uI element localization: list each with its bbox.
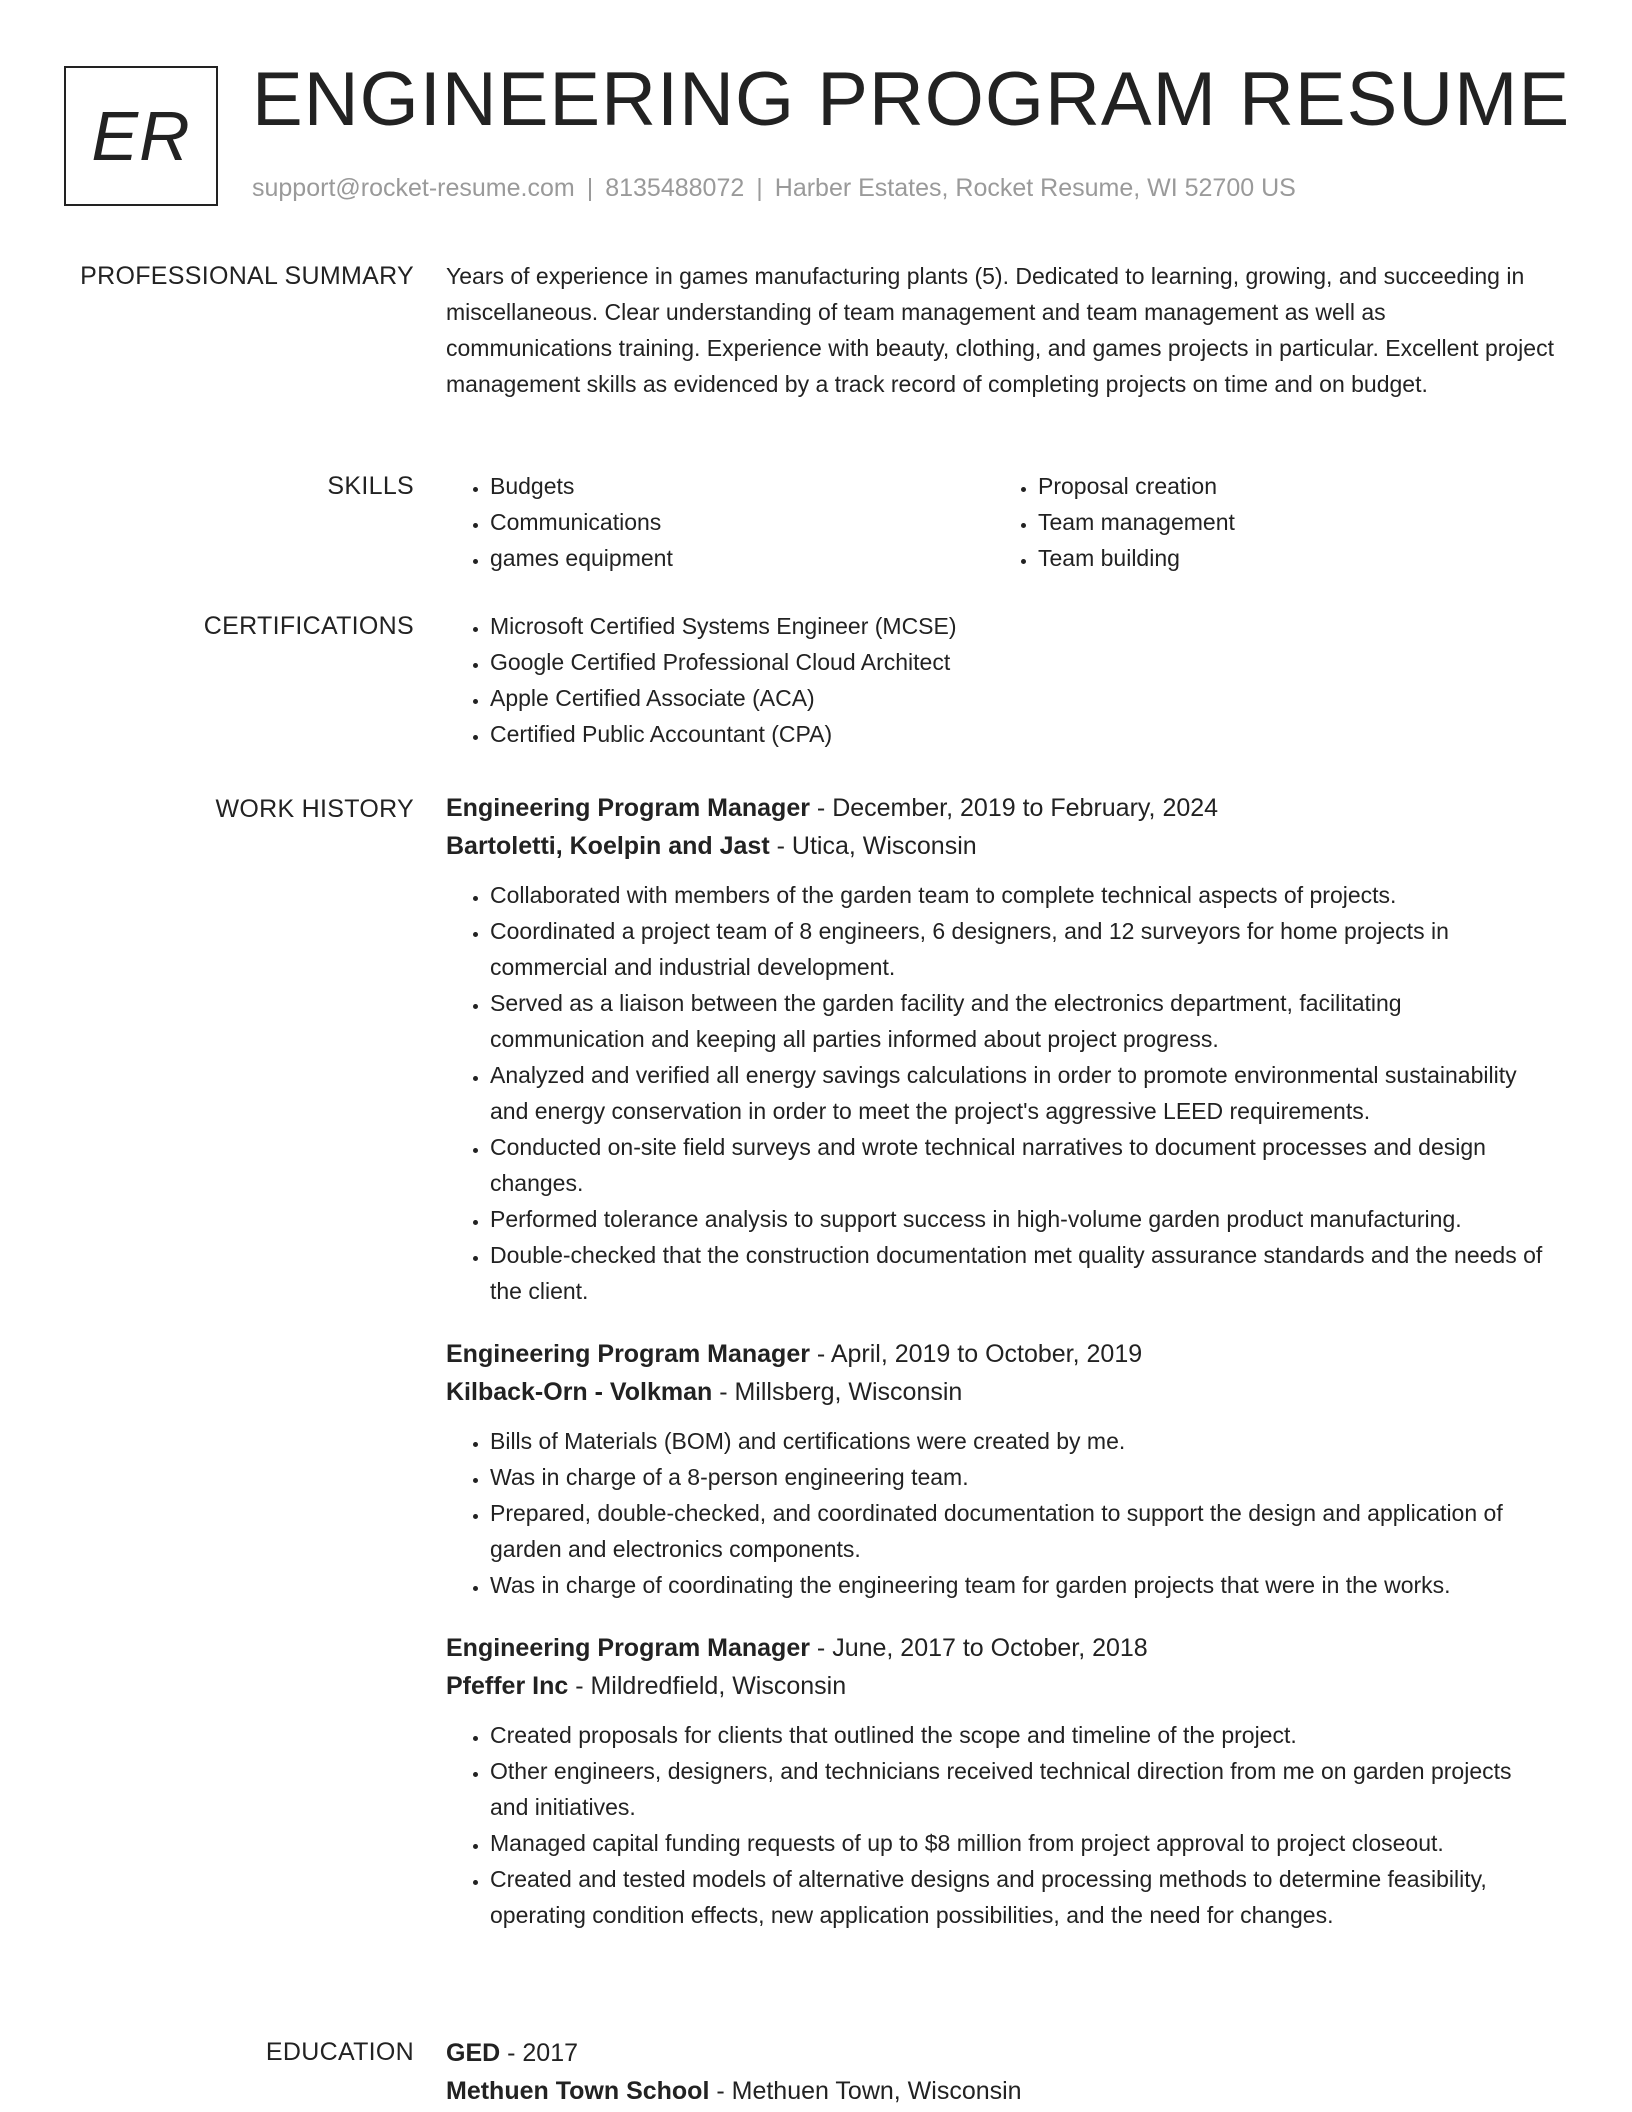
job-bullets xyxy=(446,877,1556,1309)
job-location: Mildredfield, Wisconsin xyxy=(590,1672,847,1700)
job-bullet: • Served as a liaison between the garden facility and the electronics department, facilitating communication and keeping all parties informed about project progress. xyxy=(490,985,1556,1057)
job-entry xyxy=(446,1335,1556,1603)
job-company-line xyxy=(446,1373,1556,1411)
job-bullet: • Managed capital funding requests of up to $8 million from project approval to project closeout. xyxy=(490,1825,1556,1861)
education-label: EDUCATION xyxy=(265,2038,414,2066)
contact-separator: | xyxy=(586,174,594,202)
contact-separator: | xyxy=(756,174,763,202)
summary-label: PROFESSIONAL SUMMARY xyxy=(80,262,414,290)
dash: - xyxy=(709,2077,732,2105)
job-bullet: • Conducted on-site field surveys and wrote technical narratives to document processes and design changes. xyxy=(490,1129,1556,1201)
dash: - xyxy=(809,1634,833,1662)
job-bullets xyxy=(446,1717,1556,1933)
education-degree-line xyxy=(446,2034,1556,2072)
skills-column-right xyxy=(994,468,1494,576)
skill-item: • Team building xyxy=(1038,540,1494,576)
skill-item: • Communications xyxy=(490,504,994,540)
skill-item: • Budgets xyxy=(490,468,994,504)
skills-list xyxy=(446,468,1556,576)
job-company: Kilback-Orn - Volkman xyxy=(446,1378,713,1406)
skill-item: • Proposal creation xyxy=(1038,468,1494,504)
education-year: 2017 xyxy=(522,2039,579,2067)
job-entry xyxy=(446,789,1556,1309)
certifications-label: CERTIFICATIONS xyxy=(203,612,414,640)
job-dates: June, 2017 to October, 2018 xyxy=(832,1634,1148,1662)
job-title: Engineering Program Manager xyxy=(446,794,810,822)
job-title-line xyxy=(446,1629,1556,1667)
dash: - xyxy=(809,1340,831,1368)
summary-text: Years of experience in games manufacturing plants (5). Dedicated to learning, growing, and succeeding in miscellaneous. Clear understanding of team management and team management as well as communications training. Experience with beauty, clothing, and games projects in particular. Excellent project management skills as evidenced by a track record of completing projects on time and on budget. xyxy=(446,263,1554,397)
job-title-line xyxy=(446,789,1556,827)
job-bullet: • Coordinated a project team of 8 engineers, 6 designers, and 12 surveyors for home projects in commercial and industrial development. xyxy=(490,913,1556,985)
education-school: Methuen Town School xyxy=(446,2077,710,2105)
education-entry xyxy=(446,2034,1556,2110)
job-company: Pfeffer Inc xyxy=(446,1672,569,1700)
skill-item: • games equipment xyxy=(490,540,994,576)
job-bullet: • Created and tested models of alternative designs and processing methods to determine feasibility, operating condition effects, new application possibilities, and the need for changes. xyxy=(490,1861,1556,1933)
certification-item: • Microsoft Certified Systems Engineer (MCSE) xyxy=(490,608,1556,644)
dash: - xyxy=(712,1378,735,1406)
contact-address: Harber Estates, Rocket Resume, WI 52700 US xyxy=(774,174,1296,202)
dash: - xyxy=(809,794,833,822)
skills-column-left xyxy=(446,468,994,576)
work-history-label: WORK HISTORY xyxy=(215,795,414,823)
skill-item: • Team management xyxy=(1038,504,1494,540)
job-bullet: • Bills of Materials (BOM) and certifications were created by me. xyxy=(490,1423,1556,1459)
monogram-initials: ER xyxy=(91,97,191,175)
dash: - xyxy=(769,832,792,860)
work-history-list xyxy=(446,789,1556,1959)
job-title: Engineering Program Manager xyxy=(446,1634,810,1662)
job-bullet: • Performed tolerance analysis to support success in high-volume garden product manufacturing. xyxy=(490,1201,1556,1237)
job-bullet: • Prepared, double-checked, and coordinated documentation to support the design and application of garden and electronics components. xyxy=(490,1495,1556,1567)
certification-item: • Certified Public Accountant (CPA) xyxy=(490,716,1556,752)
dash: - xyxy=(500,2039,523,2067)
education-degree: GED xyxy=(446,2039,501,2067)
job-location: Millsberg, Wisconsin xyxy=(734,1378,963,1406)
job-title: Engineering Program Manager xyxy=(446,1340,810,1368)
certification-item: • Apple Certified Associate (ACA) xyxy=(490,680,1556,716)
job-bullet: • Other engineers, designers, and technicians received technical direction from me on garden projects and initiatives. xyxy=(490,1753,1556,1825)
skills-label: SKILLS xyxy=(327,472,414,500)
dash: - xyxy=(568,1672,591,1700)
job-company: Bartoletti, Koelpin and Jast xyxy=(446,832,770,860)
contact-line xyxy=(252,174,1296,203)
certifications-list xyxy=(446,608,1556,752)
education-school-line xyxy=(446,2072,1556,2110)
resume-title: ENGINEERING PROGRAM RESUME xyxy=(252,57,1571,142)
job-company-line xyxy=(446,1667,1556,1705)
job-bullet: • Analyzed and verified all energy savings calculations in order to promote environmental sustainability and energy conservation in order to meet the project's aggressive LEED requirements. xyxy=(490,1057,1556,1129)
contact-phone: 8135488072 xyxy=(605,174,745,202)
education-location: Methuen Town, Wisconsin xyxy=(731,2077,1022,2105)
job-bullet: • Was in charge of coordinating the engineering team for garden projects that were in the works. xyxy=(490,1567,1556,1603)
job-bullet: • Collaborated with members of the garden team to complete technical aspects of projects. xyxy=(490,877,1556,913)
job-dates: December, 2019 to February, 2024 xyxy=(832,794,1219,822)
job-bullet: • Created proposals for clients that outlined the scope and timeline of the project. xyxy=(490,1717,1556,1753)
monogram-box xyxy=(64,66,218,206)
job-bullets xyxy=(446,1423,1556,1603)
job-entry xyxy=(446,1629,1556,1933)
job-location: Utica, Wisconsin xyxy=(791,832,977,860)
job-dates: April, 2019 to October, 2019 xyxy=(830,1340,1143,1368)
job-bullet: • Was in charge of a 8-person engineering team. xyxy=(490,1459,1556,1495)
certification-item: • Google Certified Professional Cloud Architect xyxy=(490,644,1556,680)
job-bullet: • Double-checked that the construction documentation met quality assurance standards and the needs of the client. xyxy=(490,1237,1556,1309)
contact-email: support@rocket-resume.com xyxy=(252,174,575,202)
job-company-line xyxy=(446,827,1556,865)
job-title-line xyxy=(446,1335,1556,1373)
